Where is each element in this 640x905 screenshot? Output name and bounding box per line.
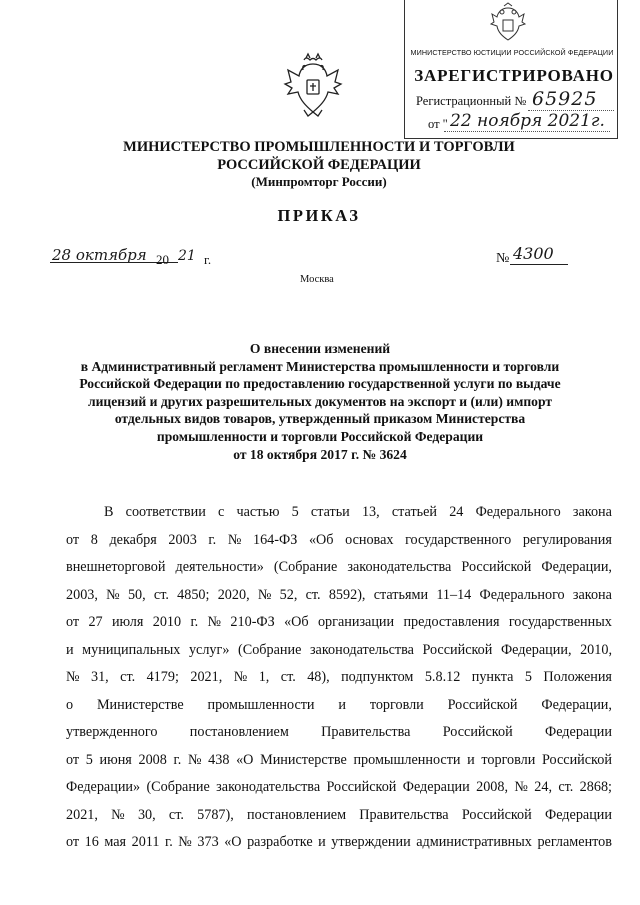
body-word: 373	[197, 834, 219, 850]
body-word: №	[207, 614, 222, 630]
body-word: ст.	[120, 669, 136, 685]
stamp-emblem-icon	[488, 2, 528, 46]
stamp-registered-title: ЗАРЕГИСТРИРОВАНО	[414, 66, 614, 85]
body-word: Российской	[461, 559, 532, 575]
ministry-name-line1: МИНИСТЕРСТВО ПРОМЫШЛЕННОСТИ И ТОРГОВЛИ	[123, 139, 515, 155]
body-word: регулирования	[522, 531, 612, 548]
body-word: утверждении	[331, 834, 411, 850]
body-word: 2010,	[580, 641, 612, 658]
body-word: Российской	[422, 641, 493, 658]
body-word: частью	[236, 504, 280, 520]
body-word: разработке	[247, 834, 313, 850]
body-line	[66, 692, 612, 720]
coat-of-arms-icon	[282, 52, 344, 120]
body-word: деятельности»	[175, 559, 264, 575]
body-word: г.	[208, 531, 217, 548]
body-word: от	[66, 614, 80, 630]
body-word: Федерации,	[500, 641, 572, 658]
order-year-handwritten: 21	[178, 248, 196, 264]
body-word: ст.	[305, 586, 321, 603]
body-word: «Об	[284, 614, 309, 630]
body-word: №	[178, 834, 192, 850]
body-word: 5	[85, 751, 93, 768]
body-word: (Собрание	[273, 559, 338, 575]
subject-line: отдельных видов товаров, утвержденный приказом Министерства	[114, 411, 526, 427]
body-word: июня	[99, 751, 132, 768]
body-word: Федерации	[544, 806, 612, 823]
body-word: 24,	[534, 779, 552, 795]
body-word: №	[514, 779, 528, 795]
body-word: г.	[190, 614, 199, 630]
ministry-name	[120, 138, 518, 174]
body-word: Российской	[447, 696, 518, 713]
order-number-label: №	[496, 251, 510, 266]
body-word: закона	[572, 504, 612, 520]
body-word: внешнеторговой	[66, 559, 166, 575]
body-word: Федерации	[544, 724, 612, 740]
body-line	[66, 664, 612, 692]
body-line	[66, 499, 612, 527]
body-word: и	[338, 696, 346, 713]
body-word: торговли	[481, 751, 536, 768]
body-word: 24	[449, 504, 464, 520]
stamp-reg-number-label: Регистрационный №	[416, 94, 527, 108]
body-word: 16	[84, 834, 99, 850]
body-word: 8592),	[328, 586, 366, 603]
body-word: 2003	[168, 531, 197, 548]
body-line	[66, 829, 612, 857]
body-word: и	[467, 751, 475, 768]
body-word: 31,	[90, 669, 109, 685]
body-word: законодательства	[309, 641, 414, 658]
body-word: 2021,	[190, 669, 223, 685]
body-word: торговли	[369, 696, 424, 713]
body-word: ст.	[558, 779, 574, 795]
body-line	[66, 747, 612, 775]
body-word: Федерального	[479, 586, 565, 603]
body-word: статьями	[373, 586, 429, 603]
order-body	[66, 499, 612, 857]
order-date-underline	[50, 262, 152, 263]
body-word: №	[111, 806, 125, 823]
body-word: подпунктом	[341, 669, 414, 685]
body-word: пункта	[471, 669, 514, 685]
body-word: организации	[317, 614, 395, 630]
body-word: 4179;	[146, 669, 179, 685]
body-word: промышленности	[207, 696, 315, 713]
body-word: о	[66, 696, 74, 713]
body-word: государственного	[405, 531, 512, 548]
body-word: соответствии	[125, 504, 206, 520]
body-word: Правительства	[359, 806, 449, 823]
body-word: 2008	[138, 751, 167, 768]
ministry-short-name: (Минпромторг России)	[251, 174, 387, 189]
body-word: №	[233, 669, 248, 685]
body-word: 4850;	[177, 586, 210, 603]
body-word: (Собрание	[238, 641, 302, 658]
order-year-suffix: г.	[204, 252, 212, 267]
body-word: 5787),	[197, 806, 234, 823]
body-word: «О	[224, 834, 242, 850]
body-word: 2008,	[476, 779, 509, 795]
body-word: 2868;	[579, 779, 612, 795]
body-word: постановлением	[247, 806, 347, 823]
body-word: ст.	[280, 669, 296, 685]
body-word: 48),	[307, 669, 330, 685]
subject-line: лицензий и других разрешительных документов на экспорт и (или) импорт	[87, 393, 553, 409]
body-word: 5	[524, 669, 532, 685]
body-word: административных	[416, 834, 532, 850]
body-word: ст.	[168, 806, 184, 823]
order-number-underline	[510, 264, 568, 265]
body-word: Российской	[461, 806, 532, 823]
stamp-ministry: МИНИСТЕРСТВО ЮСТИЦИИ РОССИЙСКОЙ ФЕДЕРАЦИИ	[410, 48, 614, 57]
subject-line: Российской Федерации по предоставлению государственной услуги по выдаче	[79, 376, 561, 392]
body-line	[66, 582, 612, 610]
subject-line: О внесении изменений	[249, 341, 391, 356]
body-word: 164-ФЗ	[252, 531, 298, 548]
stamp-date-label: от "	[428, 117, 448, 131]
body-word: 52,	[279, 586, 298, 603]
subject-line: в Административный регламент Министерства промышленности и торговли	[80, 358, 560, 374]
body-word: (Собрание	[146, 779, 210, 795]
body-word: 210-ФЗ	[230, 614, 275, 630]
body-word: 13,	[361, 504, 380, 520]
body-word: 27	[88, 614, 103, 630]
body-line	[66, 609, 612, 637]
body-word: и	[66, 641, 74, 658]
body-word: Федерации»	[66, 779, 141, 795]
body-word: декабря	[109, 531, 157, 548]
body-word: 2010	[152, 614, 182, 630]
body-word: июля	[111, 614, 144, 630]
body-word: 30,	[137, 806, 156, 823]
document-type: ПРИКАЗ	[277, 206, 361, 225]
subject-line: от 18 октября 2017 г. № 3624	[233, 446, 407, 462]
body-word: «О	[236, 751, 254, 768]
body-word: Федерации,	[541, 559, 612, 575]
body-word: ст.	[153, 586, 169, 603]
body-word: №	[257, 586, 272, 603]
body-word: Положения	[543, 669, 612, 685]
body-word: 11–14	[436, 586, 472, 603]
body-word: №	[106, 586, 120, 603]
subject-line: промышленности и торговли Российской Федерации	[156, 428, 484, 444]
order-year-prefix: 20	[156, 252, 169, 267]
body-word: Федерации,	[541, 696, 612, 713]
body-word: Федерального	[475, 504, 561, 520]
order-number-handwritten: 4300	[513, 244, 554, 263]
body-word: Российской	[442, 724, 513, 740]
body-word: Правительства	[321, 724, 411, 740]
body-word: мая	[104, 834, 127, 850]
body-word: 5	[291, 504, 299, 520]
body-line	[66, 637, 612, 665]
body-word: 1,	[258, 669, 270, 685]
body-word: Российской	[326, 779, 397, 795]
body-word: 2020,	[217, 586, 250, 603]
body-line	[66, 802, 612, 830]
body-word: №	[187, 751, 202, 768]
body-word: В	[104, 504, 114, 520]
order-city: Москва	[300, 274, 334, 285]
body-word: Федерации	[402, 779, 470, 795]
body-word: от	[66, 751, 80, 768]
body-word: статьи	[310, 504, 350, 520]
body-word: Российской	[542, 751, 612, 768]
body-word: №	[227, 531, 242, 548]
body-word: утвержденного	[66, 724, 158, 740]
stamp-reg-number-value: 65925	[532, 88, 598, 110]
registration-stamp	[400, 0, 625, 142]
body-line	[66, 554, 612, 582]
body-word: промышленности	[353, 751, 461, 768]
body-word: 5.8.12	[424, 669, 461, 685]
body-word: законодательства	[216, 779, 321, 795]
body-word: 2003,	[66, 586, 98, 603]
body-word: муниципальных	[82, 641, 181, 658]
stamp-date-value: 22 ноября 2021г.	[450, 111, 605, 131]
body-word: №	[66, 669, 80, 685]
ministry-name-line2: РОССИЙСКОЙ ФЕДЕРАЦИИ	[217, 157, 421, 173]
body-word: от	[66, 834, 80, 850]
body-word: Министерстве	[96, 696, 184, 713]
order-subject	[60, 340, 580, 463]
body-line	[66, 527, 612, 555]
stamp-date-underline	[444, 131, 610, 132]
body-word: от	[66, 531, 80, 548]
body-word: Министерстве	[260, 751, 347, 768]
body-line	[66, 774, 612, 802]
body-word: регламентов	[537, 834, 612, 850]
body-word: 2011	[131, 834, 160, 850]
body-word: закона	[572, 586, 612, 603]
body-word: 8	[90, 531, 98, 548]
body-word: законодательства	[347, 559, 452, 575]
body-word: предоставления	[403, 614, 500, 630]
order-date-handwritten: 28 октября	[52, 246, 147, 264]
body-word: г.	[165, 834, 173, 850]
body-word: 438	[208, 751, 230, 768]
body-word: «Об	[308, 531, 334, 548]
body-line	[66, 719, 612, 747]
body-word: с	[217, 504, 225, 520]
body-word: статьей	[391, 504, 438, 520]
body-word: 50,	[127, 586, 146, 603]
body-word: постановлением	[189, 724, 289, 740]
body-word: и	[318, 834, 326, 850]
body-word: основах	[345, 531, 394, 548]
body-word: услуг»	[188, 641, 230, 658]
body-word: г.	[173, 751, 182, 768]
body-word: 2021,	[66, 806, 98, 823]
body-word: государственных	[508, 614, 612, 630]
